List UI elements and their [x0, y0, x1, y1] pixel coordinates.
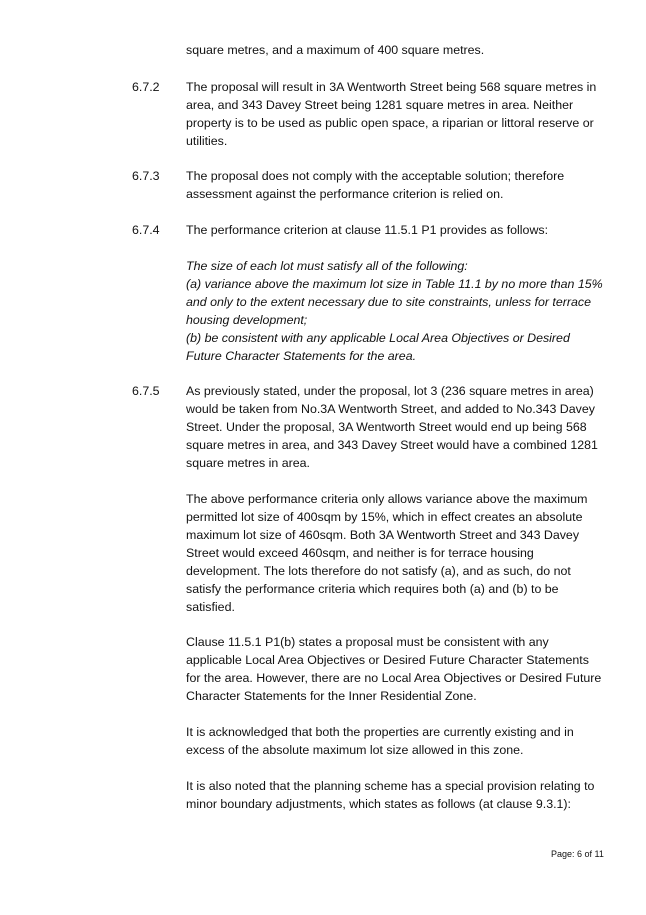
section-number-6-7-4: 6.7.4	[132, 223, 160, 237]
section-6-7-5-paragraph-3: Clause 11.5.1 P1(b) states a proposal must be consistent with any applicable Local Area Objectives or Desired Future Character Statements for the area. However, there are no Local Area Objectives or Desired Future Character Statements for the Inner Residential Zone.	[186, 635, 602, 703]
quote-line-a: (a) variance above the maximum lot size in Table 11.1 by no more than 15% and only to the extent necessary due to site constraints, unless for terrace housing development;	[186, 277, 603, 327]
section-text-6-7-3: The proposal does not comply with the acceptable solution; therefore assessment against the performance criterion is relied on.	[186, 169, 565, 201]
section-6-7-5-paragraph-5: It is also noted that the planning scheme has a special provision relating to minor boundary adjustments, which states as follows (at clause 9.3.1):	[186, 779, 595, 811]
quote-line-b: (b) be consistent with any applicable Local Area Objectives or Desired Future Character Statements for the area.	[186, 331, 570, 363]
page-number-footer: Page: 6 of 11	[551, 849, 604, 859]
quote-line-intro: The size of each lot must satisfy all of the following:	[186, 259, 468, 273]
section-number-6-7-2: 6.7.2	[132, 80, 160, 94]
section-number-6-7-3: 6.7.3	[132, 169, 160, 183]
performance-criterion-quote	[186, 257, 606, 365]
section-text-6-7-2: The proposal will result in 3A Wentworth Street being 568 square metres in area, and 343 Davey Street being 1281 square metres in area. Neither property is to be used as public open space, a riparian or littoral reserve or utilities.	[186, 80, 597, 148]
section-6-7-5-paragraph-1: As previously stated, under the proposal, lot 3 (236 square metres in area) would be taken from No.3A Wentworth Street, and added to No.343 Davey Street. Under the proposal, 3A Wentworth Street would end up being 568 square metres in area, and 343 Davey Street would have a combined 1281 square metres in area.	[186, 384, 598, 470]
section-number-6-7-5: 6.7.5	[132, 384, 160, 398]
section-6-7-5-paragraph-4: It is acknowledged that both the properties are currently existing and in excess of the absolute maximum lot size allowed in this zone.	[186, 725, 574, 757]
section-text-6-7-4: The performance criterion at clause 11.5.1 P1 provides as follows:	[186, 223, 549, 237]
continuation-text: square metres, and a maximum of 400 square metres.	[186, 43, 485, 57]
section-6-7-5-paragraph-2: The above performance criteria only allows variance above the maximum permitted lot size of 400sqm by 15%, which in effect creates an absolute maximum lot size of 460sqm. Both 3A Wentworth Street and 343 Davey Street would exceed 460sqm, and neither is for terrace housing development. The lots therefore do not satisfy (a), and as such, do not satisfy the performance criteria which requires both (a) and (b) to be satisfied.	[186, 492, 588, 614]
